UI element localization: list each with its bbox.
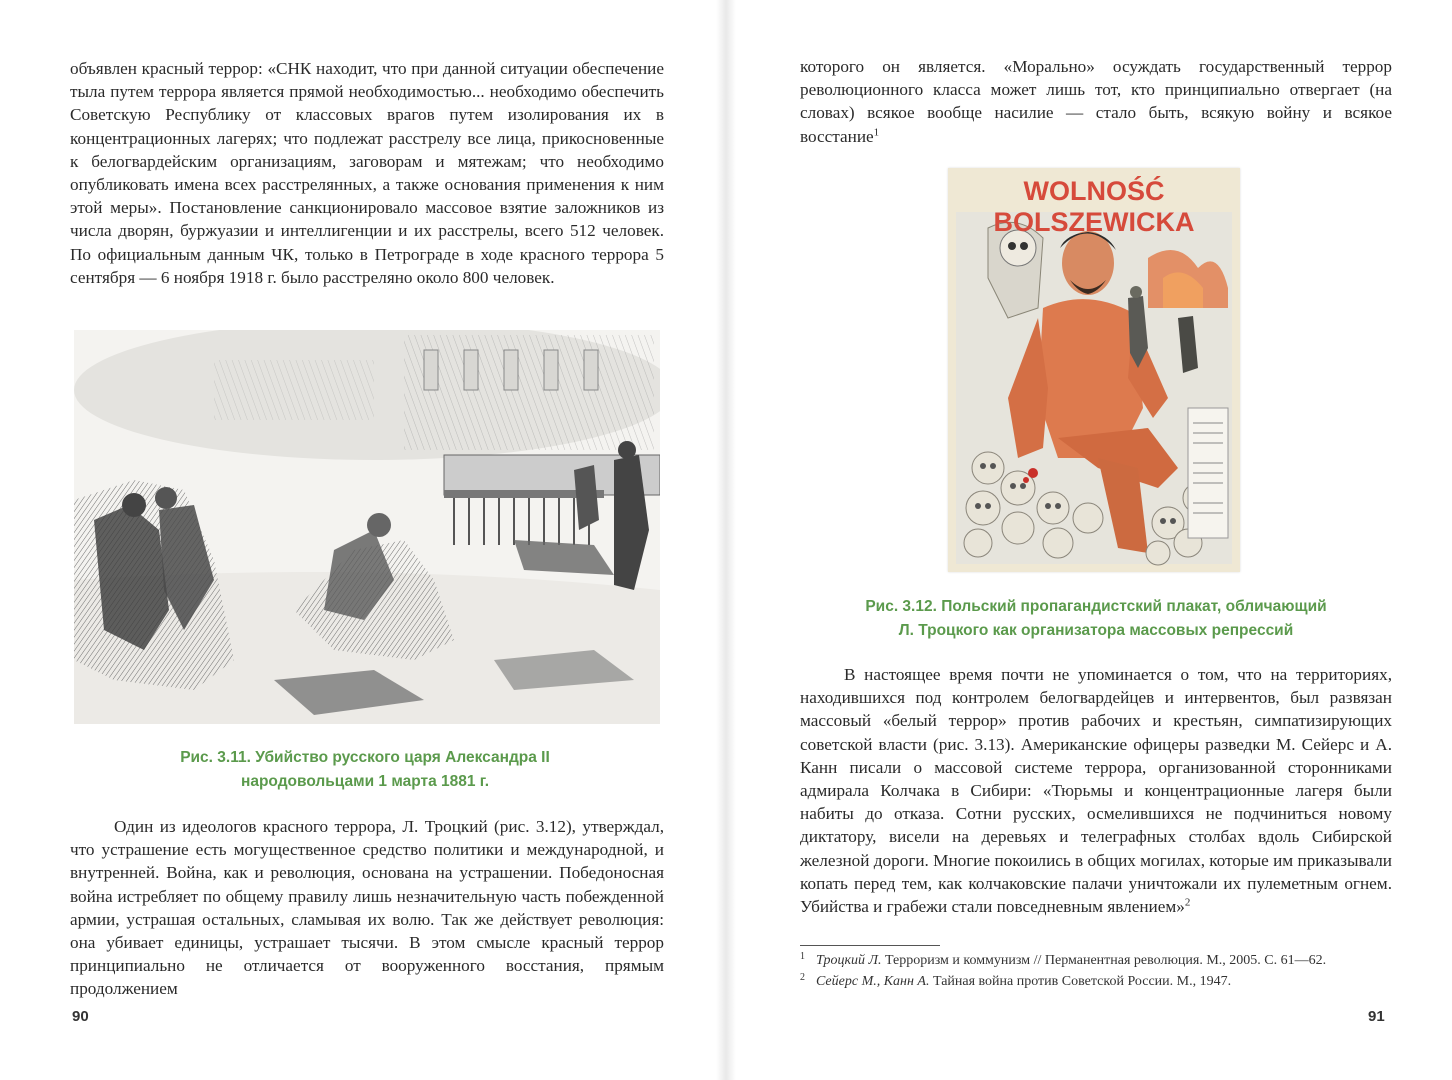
right-top-text: которого он является. «Морально» осуждать государственный террор революционного класса может лишь тот, кто принципиально отвергает (на словах) всякое вообще насилие — стало быть, всякую войну и всякое восстание <box>800 57 1392 146</box>
footnote-author: Троцкий Л. <box>816 953 882 968</box>
figure-3-12-caption <box>800 595 1392 643</box>
caption-line-1: Рис. 3.11. Убийство русского царя Александра II <box>180 749 550 766</box>
right-page <box>726 0 1452 1080</box>
footnote-body <box>816 950 1326 971</box>
footnote-text: Терроризм и коммунизм // Перманентная революция. М., 2005. С. 61—62. <box>884 953 1327 968</box>
footnote-author: Сейерс М., Канн А. <box>816 974 930 989</box>
caption-line-1: Рис. 3.12. Польский пропагандистский плакат, обличающий <box>865 598 1327 615</box>
footnote-2 <box>800 971 1392 992</box>
footnote-body <box>816 971 1231 992</box>
figure-3-11-engraving <box>74 330 660 724</box>
footnote-1 <box>800 950 1392 971</box>
right-top-paragraph <box>800 55 1392 148</box>
footnotes <box>800 950 1392 992</box>
footnote-divider <box>800 945 940 946</box>
right-main-paragraph <box>800 663 1392 918</box>
left-bottom-paragraph <box>70 815 664 1001</box>
footnote-ref-1: 1 <box>873 125 880 138</box>
right-main-text-wrapper <box>800 663 1392 918</box>
page-number-right: 91 <box>1368 1008 1385 1025</box>
caption-line-2: народовольцами 1 марта 1881 г. <box>240 773 490 790</box>
caption-line-2: Л. Троцкого как организатора массовых репрессий <box>898 622 1294 639</box>
left-bottom-text: Один из идеологов красного террора, Л. Троцкий (рис. 3.12), утверждал, что устрашение есть могущественное средство политики и международной, и внутренней. Война, как и революция, основана на устрашении. Победоносная война истребляет по общему правилу лишь незначительную часть побежденной армии, устрашая остальных, сламывая их волю. Так же действует революция: она убивает единицы, устрашает тысячи. В этом смысле красный террор принципиально не отличается от вооруженного восстания, прямым продолжением <box>70 817 664 999</box>
figure-3-12-poster <box>948 168 1240 572</box>
engraving-illustration <box>74 330 660 724</box>
left-top-text: объявлен красный террор: «СНК находит, что при данной ситуации обеспечение тыла путем террора является прямой необходимостью... необходимо обеспечить Советскую Республику от классовых врагов путем изолирования их в концентрационных лагерях; что подлежат расстрелу все лица, прикосновенные к белогвардейским организациям, заговорам и мятежам; что необходимо опубликовать имена всех расстрелянных, а также основания применения к ним этой меры». Постановление санкционировало массовое взятие заложников из числа дворян, буржуазии и интеллигенции и их расстрелы, всего 512 человек. По официальным данным ЧК, только в Петрограде в ходе красного террора 5 сентября — 6 ноября 1918 г. было расстреляно около 800 человек. <box>70 59 664 287</box>
footnote-number: 2 <box>800 972 805 983</box>
footnote-ref-2: 2 <box>1184 896 1191 909</box>
right-main-text: В настоящее время почти не упоминается о том, что на территориях, находившихся под контролем белогвардейцев и интервентов, был развязан массовый «белый террор» против рабочих и крестьян, симпатизирующих советской власти (рис. 3.13). Американские офицеры разведки М. Сейерс и А. Канн писали о массовой системе террора, организованной сторонниками адмирала Колчака в Сибири: «Тюрьмы и концентрационные лагеря были набиты до отказа. Сотни русских, осмелившихся не подчиниться новому диктатору, висели на деревьях и телеграфных столбах вдоль Сибирской железной дороги. Многие покоились в общих могилах, которые им приказывали копать перед тем, как колчаковские палачи уничтожали их пулеметным огнем. Убийства и грабежи стали повседневным явлением» <box>800 665 1392 917</box>
footnote-text: Тайная война против Советской России. М., 1947. <box>932 974 1232 989</box>
page-number-left: 90 <box>72 1008 89 1025</box>
right-top-text-wrapper <box>800 55 1392 148</box>
figure-3-11-caption <box>70 746 660 794</box>
poster-title: WOLNOŚĆ BOLSZEWICKA <box>993 176 1195 237</box>
footnote-number: 1 <box>800 951 805 962</box>
left-top-paragraph <box>70 57 664 289</box>
